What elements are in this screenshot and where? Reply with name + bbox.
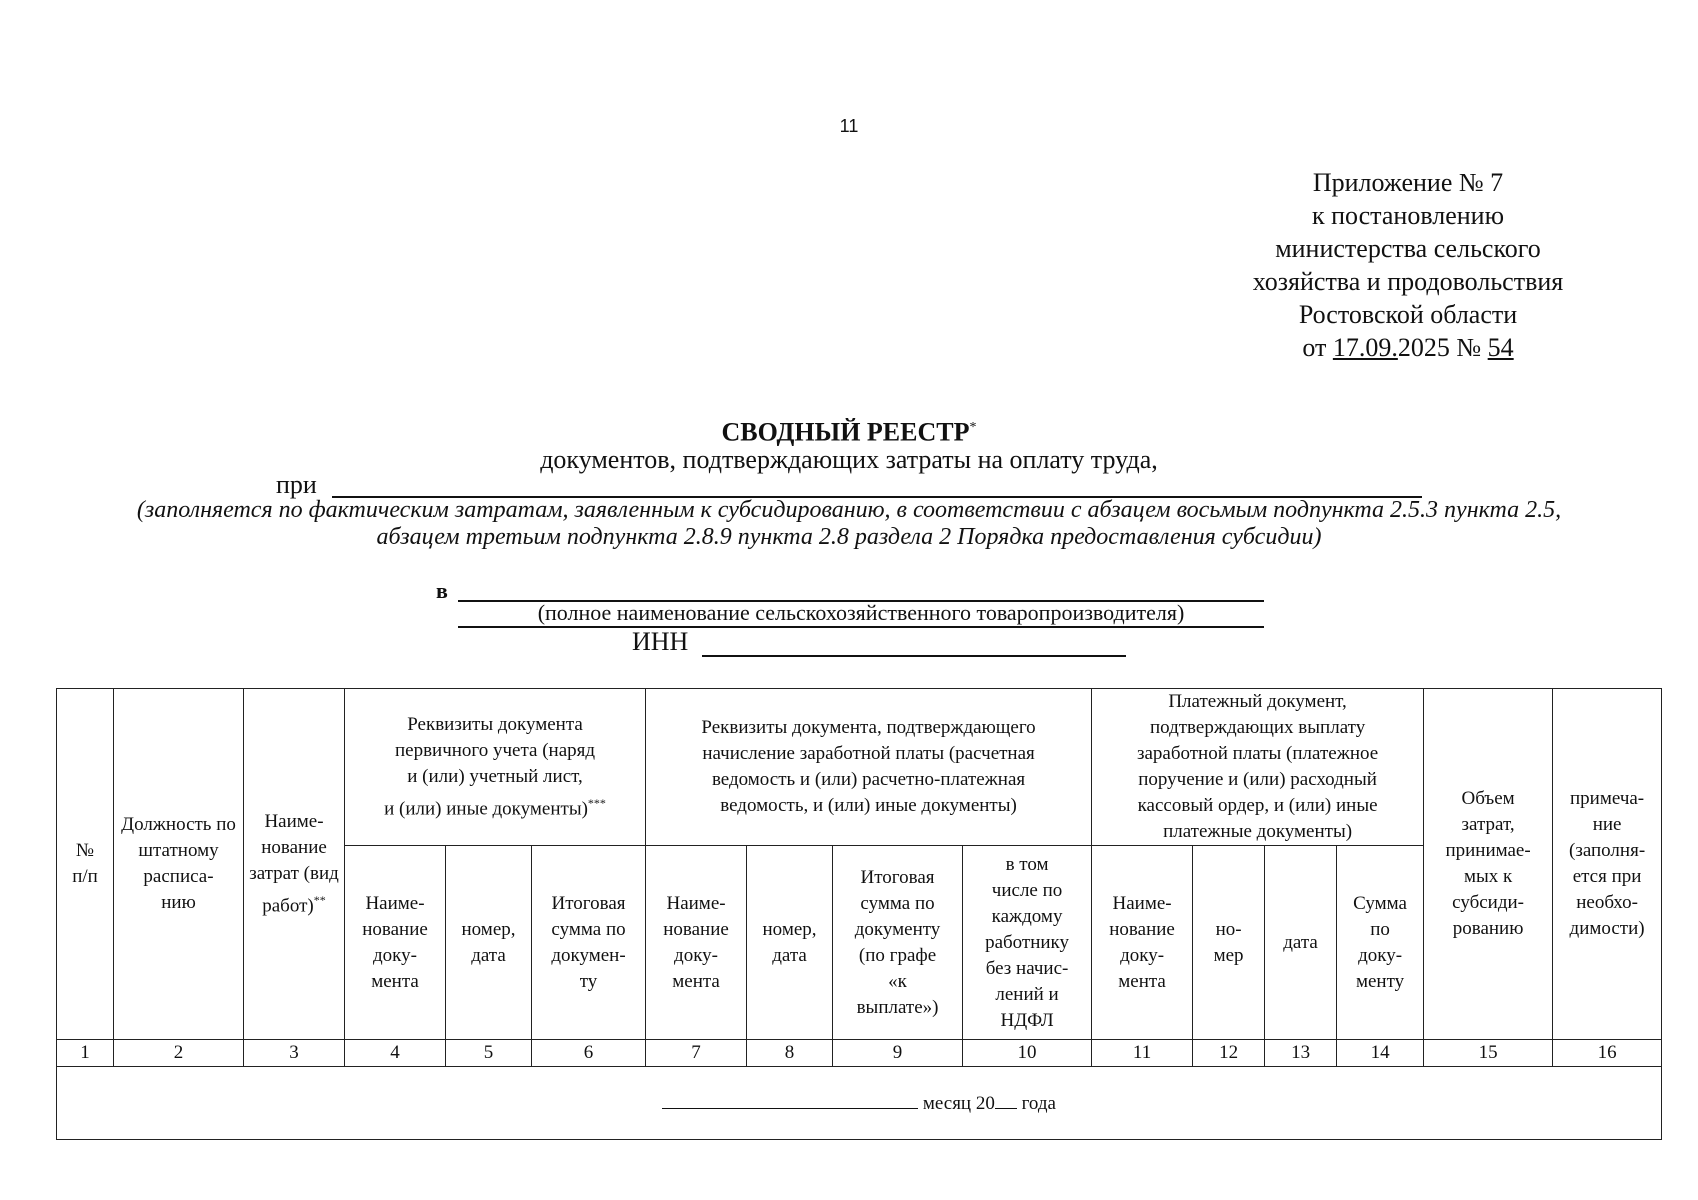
appendix-date-prefix: от xyxy=(1302,333,1333,362)
appendix-date: 17.09. xyxy=(1332,333,1398,362)
header-col-14: Сумма по доку- менту xyxy=(1337,846,1424,1040)
table-header-row xyxy=(57,689,1662,846)
column-numbers-row xyxy=(57,1040,1662,1067)
column-number: 12 xyxy=(1193,1040,1265,1067)
header-col-4: Наиме- нование доку- мента xyxy=(345,846,446,1040)
inn-label: ИНН xyxy=(632,627,689,656)
producer-name-caption: (полное наименование сельскохозяйственного товаропроизводителя) xyxy=(537,600,1185,625)
appendix-year: 2025 xyxy=(1397,333,1450,362)
column-number: 10 xyxy=(963,1040,1092,1067)
month-label: месяц 20 xyxy=(922,1092,995,1114)
header-group-primary-docs xyxy=(345,689,646,846)
year-label: года xyxy=(1021,1092,1056,1114)
appendix-block xyxy=(1188,166,1628,364)
appendix-line-4: хозяйства и продовольствия xyxy=(1252,267,1564,296)
registry-table xyxy=(56,688,1662,1140)
header-col-16: примеча- ние (заполня- ется при необхо- димости) xyxy=(1553,689,1662,1040)
header-col-1: № п/п xyxy=(57,689,114,1040)
column-number: 11 xyxy=(1092,1040,1193,1067)
header-group-primary-docs-text: Реквизиты документа первичного учета (наряд и (или) учетный лист, и (или) иные документы) xyxy=(384,713,596,820)
header-col-12: но- мер xyxy=(1193,846,1265,1040)
column-number: 9 xyxy=(833,1040,963,1067)
appendix-line-1: Приложение № 7 xyxy=(1312,168,1504,197)
column-number: 16 xyxy=(1553,1040,1662,1067)
header-col-9: Итоговая сумма по документу (по графе «к выплате») xyxy=(833,846,963,1040)
appendix-line-5: Ростовской области xyxy=(1298,300,1518,329)
document-title-text: СВОДНЫЙ РЕЕСТР xyxy=(721,417,970,447)
appendix-number-sign: № xyxy=(1449,333,1488,362)
header-col-15: Объем затрат, принимае- мых к субсиди- рованию xyxy=(1424,689,1553,1040)
column-number: 6 xyxy=(532,1040,646,1067)
header-col-5: номер, дата xyxy=(446,846,532,1040)
column-number: 14 xyxy=(1337,1040,1424,1067)
appendix-date-line xyxy=(1188,331,1628,364)
header-col-13: дата xyxy=(1265,846,1337,1040)
header-col-3 xyxy=(244,689,345,1040)
appendix-line-2: к постановлению xyxy=(1311,201,1505,230)
v-label: в xyxy=(436,578,448,603)
header-group-payroll-docs: Реквизиты документа, подтверждающего начисление заработной платы (расчетная ведомость и (или) расчетно-платежная ведомость, и (или) иные документы) xyxy=(646,689,1092,846)
appendix-line-3: министерства сельского xyxy=(1275,234,1541,263)
month-fill-line xyxy=(662,1090,918,1109)
header-group-primary-docs-mark: *** xyxy=(587,795,606,810)
header-col-3-mark: ** xyxy=(313,892,326,907)
pri-label: при xyxy=(276,470,317,499)
inn-fill-line xyxy=(702,655,1126,657)
producer-caption-underline xyxy=(458,626,1264,628)
header-col-10: в том числе по каждому работнику без начис- лений и НДФЛ xyxy=(963,846,1092,1040)
month-row xyxy=(57,1067,1662,1140)
page-number: 11 xyxy=(839,116,859,136)
header-col-11: Наиме- нование доку- мента xyxy=(1092,846,1193,1040)
column-number: 15 xyxy=(1424,1040,1553,1067)
title-footnote-mark: * xyxy=(969,420,977,435)
header-col-7: Наиме- нование доку- мента xyxy=(646,846,747,1040)
column-number: 3 xyxy=(244,1040,345,1067)
month-row-cell xyxy=(57,1067,1662,1140)
document-title xyxy=(0,413,1698,448)
column-number: 1 xyxy=(57,1040,114,1067)
header-col-2: Должность по штатному расписа- нию xyxy=(114,689,244,1040)
header-col-6: Итоговая сумма по докумен- ту xyxy=(532,846,646,1040)
header-col-3-text: Наиме- нование затрат (вид работ) xyxy=(249,810,339,917)
year-fill-line xyxy=(995,1090,1017,1109)
document-subtitle: документов, подтверждающих затраты на оплату труда, xyxy=(540,445,1158,474)
column-number: 13 xyxy=(1265,1040,1337,1067)
appendix-number: 54 xyxy=(1487,333,1514,362)
column-number: 4 xyxy=(345,1040,446,1067)
column-number: 8 xyxy=(747,1040,833,1067)
column-number: 5 xyxy=(446,1040,532,1067)
header-group-payment-docs: Платежный документ, подтверждающих выплату заработной платы (платежное поручение и (или) расходный кассовый ордер, и (или) иные платежные документы) xyxy=(1092,689,1424,846)
header-col-8: номер, дата xyxy=(747,846,833,1040)
column-number: 2 xyxy=(114,1040,244,1067)
column-number: 7 xyxy=(646,1040,747,1067)
fill-instruction-note: (заполняется по фактическим затратам, заявленным к субсидированию, в соответствии с абзацем восьмым подпункта 2.5.3 пункта 2.5, абзацем третьим подпункта 2.8.9 пункта 2.8 раздела 2 Порядка предоставления субсидии) xyxy=(136,497,1562,550)
